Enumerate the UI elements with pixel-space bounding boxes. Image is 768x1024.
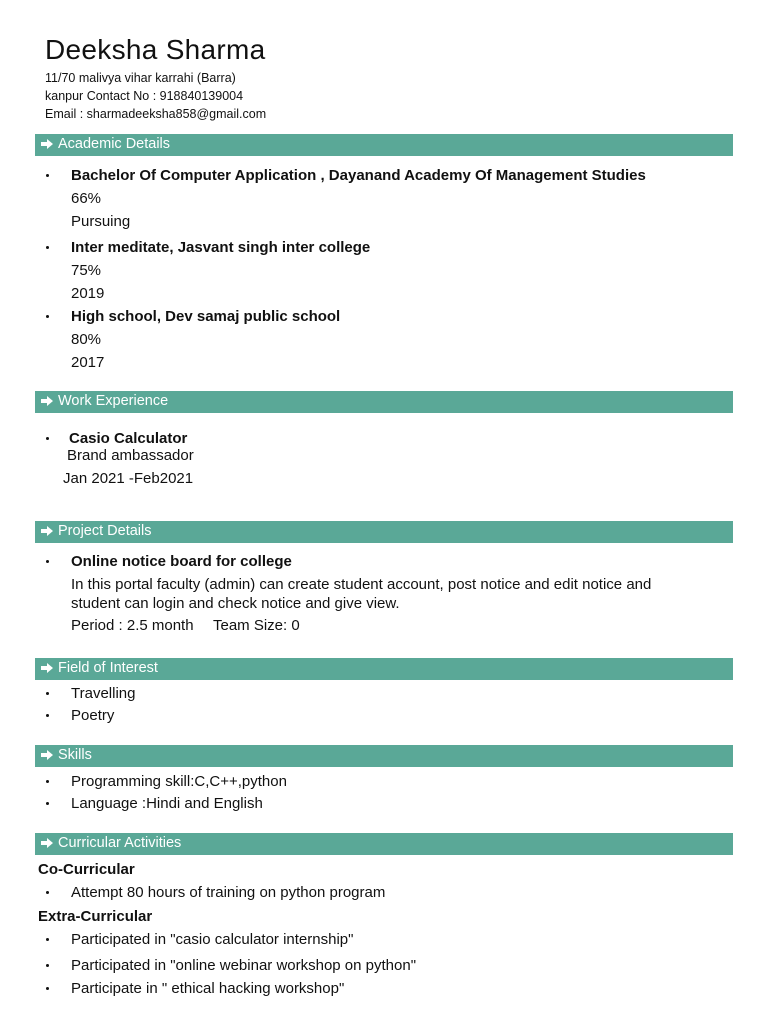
extra-curricular-label: Extra-Curricular bbox=[38, 908, 153, 925]
project-period: Period : 2.5 month bbox=[71, 617, 194, 634]
skill-item: Programming skill:C,C++,python bbox=[71, 773, 287, 790]
extra-curricular-item: Participated in "casio calculator internship" bbox=[71, 931, 354, 948]
section-title-interest: Field of Interest bbox=[58, 660, 158, 676]
arrow-right-icon bbox=[40, 661, 54, 675]
bullet-icon bbox=[46, 780, 49, 783]
academic-item-score: 75% bbox=[71, 262, 102, 279]
bullet-icon bbox=[46, 174, 49, 177]
bullet-icon bbox=[46, 560, 49, 563]
skill-item: Language :Hindi and English bbox=[71, 795, 263, 812]
project-name: Online notice board for college bbox=[71, 553, 292, 570]
bullet-icon bbox=[46, 692, 49, 695]
section-header-academic bbox=[35, 134, 733, 156]
academic-item-heading: Bachelor Of Computer Application , Dayanand Academy Of Management Studies bbox=[71, 167, 646, 184]
work-company: Casio Calculator bbox=[69, 430, 188, 447]
section-header-activities bbox=[35, 833, 733, 855]
bullet-icon bbox=[46, 714, 49, 717]
section-title-work: Work Experience bbox=[58, 393, 169, 409]
arrow-right-icon bbox=[40, 524, 54, 538]
bullet-icon bbox=[46, 246, 49, 249]
interest-item: Poetry bbox=[71, 707, 115, 724]
section-header-work bbox=[35, 391, 733, 413]
academic-item-score: 80% bbox=[71, 331, 102, 348]
academic-item-year: 2019 bbox=[71, 285, 105, 302]
section-header-skills bbox=[35, 745, 733, 767]
academic-item-heading: Inter meditate, Jasvant singh inter college bbox=[71, 239, 371, 256]
co-curricular-label: Co-Curricular bbox=[38, 861, 135, 878]
co-curricular-item: Attempt 80 hours of training on python program bbox=[71, 884, 386, 901]
project-team-size: Team Size: 0 bbox=[213, 617, 300, 634]
bullet-icon bbox=[46, 802, 49, 805]
bullet-icon bbox=[46, 437, 49, 440]
bullet-icon bbox=[46, 987, 49, 990]
bullet-icon bbox=[46, 891, 49, 894]
work-period: Jan 2021 -Feb2021 bbox=[63, 470, 194, 487]
arrow-right-icon bbox=[40, 836, 54, 850]
section-title-skills: Skills bbox=[58, 747, 92, 763]
arrow-right-icon bbox=[40, 748, 54, 762]
academic-item-score: 66% bbox=[71, 190, 102, 207]
bullet-icon bbox=[46, 938, 49, 941]
section-title-academic: Academic Details bbox=[58, 136, 171, 152]
section-title-project: Project Details bbox=[58, 523, 152, 539]
bullet-icon bbox=[46, 315, 49, 318]
academic-item-year: 2017 bbox=[71, 354, 105, 371]
email-line: Email : sharmadeeksha858@gmail.com bbox=[45, 107, 267, 121]
candidate-name: Deeksha Sharma bbox=[45, 34, 266, 65]
academic-item-year: Pursuing bbox=[71, 213, 131, 230]
arrow-right-icon bbox=[40, 394, 54, 408]
work-role: Brand ambassador bbox=[67, 447, 194, 464]
bullet-icon bbox=[46, 964, 49, 967]
address-line: 11/70 malivya vihar karrahi (Barra) bbox=[45, 71, 236, 85]
section-title-activities: Curricular Activities bbox=[58, 835, 182, 851]
academic-item-heading: High school, Dev samaj public school bbox=[71, 308, 341, 325]
project-description-line: student can login and check notice and give view. bbox=[71, 595, 400, 612]
arrow-right-icon bbox=[40, 137, 54, 151]
project-description-line: In this portal faculty (admin) can create student account, post notice and edit notice and bbox=[71, 576, 652, 593]
section-header-project bbox=[35, 521, 733, 543]
extra-curricular-item: Participate in " ethical hacking workshop" bbox=[71, 980, 345, 997]
extra-curricular-item: Participated in "online webinar workshop on python" bbox=[71, 957, 417, 974]
city-contact-line: kanpur Contact No : 918840139004 bbox=[45, 89, 244, 103]
section-header-interest bbox=[35, 658, 733, 680]
interest-item: Travelling bbox=[71, 685, 136, 702]
